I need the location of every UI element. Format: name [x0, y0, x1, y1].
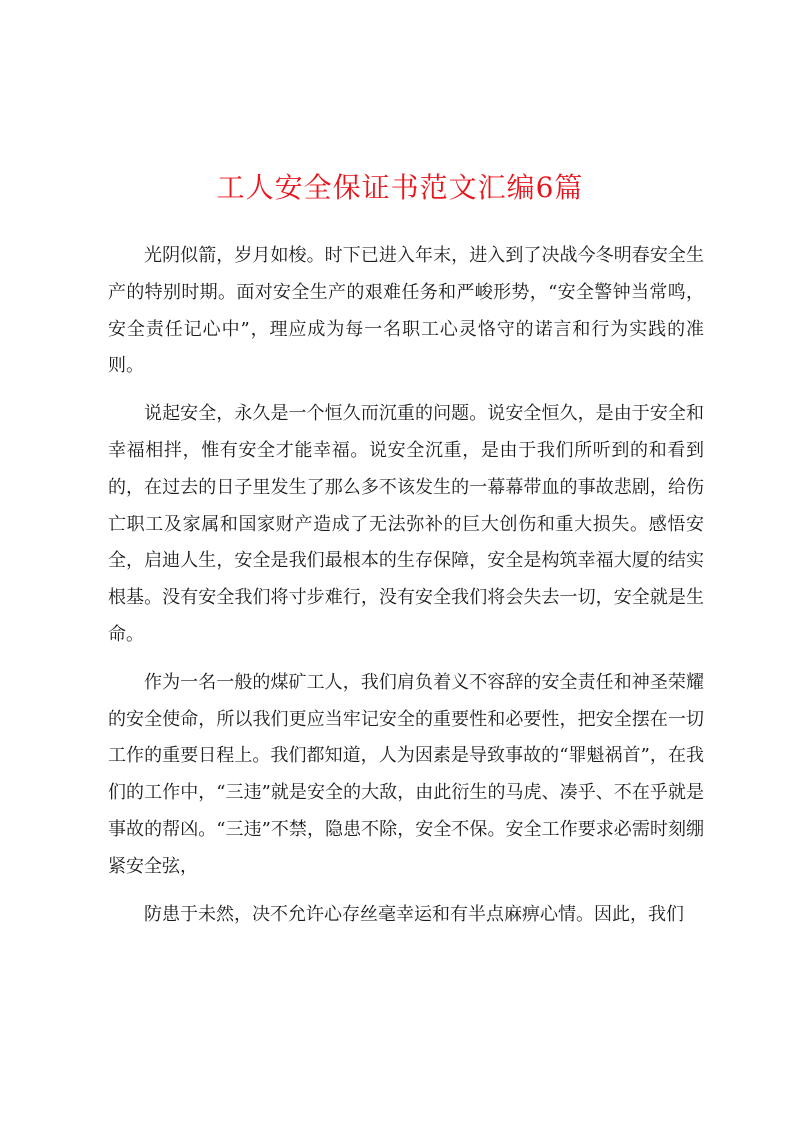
- document-title: 工人安全保证书范文汇编6篇: [216, 171, 584, 204]
- paragraph-1: 光阴似箭，岁月如梭。时下已进入年末，进入到了决战今冬明春安全生产的特别时期。面对安全生产的艰难任务和严峻形势，“安全警钟当常鸣，安全责任记心中”，理应成为每一名职工心灵恪守的诺言和行为实践的准则。: [108, 245, 704, 377]
- paragraph-4: 防患于未然，决不允许心存丝毫幸运和有半点麻痹心情。因此，我们: [144, 903, 684, 925]
- paragraph-3: 作为一名一般的煤矿工人，我们肩负着义不容辞的安全责任和神圣荣耀的安全使命，所以我们更应当牢记安全的重要性和必要性，把安全摆在一切工作的重要日程上。我们都知道，人为因素是导致事故的“罪魁祸首”，在我们的工作中，“三违”就是安全的大敌，由此衍生的马虎、凑乎、不在乎就是事故的帮凶。“三违”不禁，隐患不除，安全不保。安全工作要求必需时刻绷紧安全弦，: [108, 671, 704, 877]
- document-body: [108, 238, 704, 944]
- paragraph-2: 说起安全，永久是一个恒久而沉重的问题。说安全恒久，是由于安全和幸福相拌，惟有安全才能幸福。说安全沉重，是由于我们所听到的和看到的，在过去的日子里发生了那么多不该发生的一幕幕带血的事故悲剧，给伤亡职工及家属和国家财产造成了无法弥补的巨大创伤和重大损失。感悟安全，启迪人生，安全是我们最根本的生存保障，安全是构筑幸福大厦的结实根基。没有安全我们将寸步难行，没有安全我们将会失去一切，安全就是生命。: [108, 403, 704, 645]
